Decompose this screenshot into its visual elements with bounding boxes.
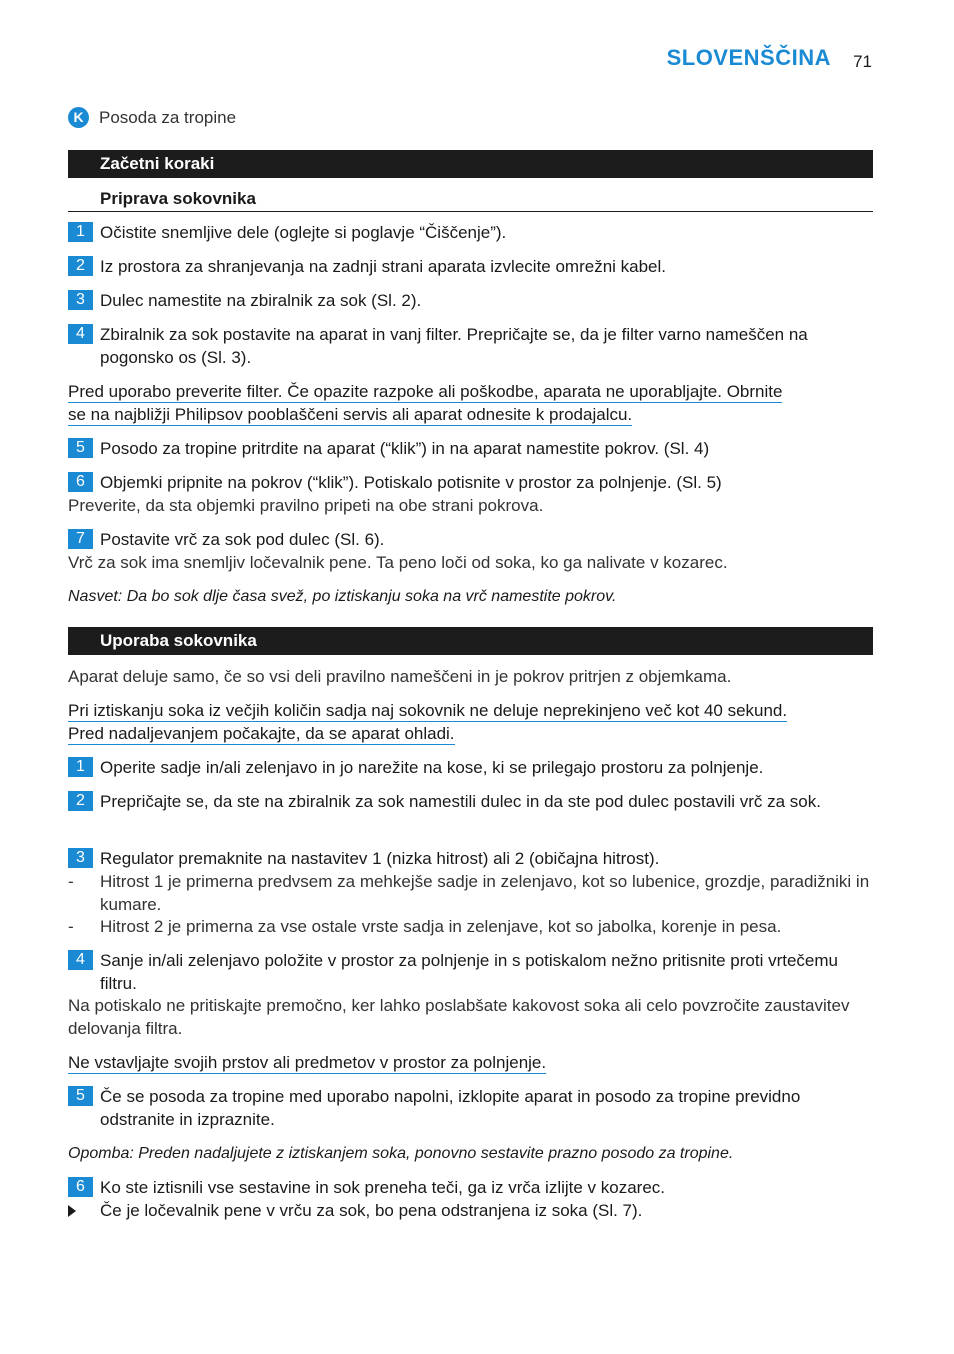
subsection-title-preparation: Priprava sokovnika [68,188,873,212]
warning-fingers: Ne vstavljajte svojih prstov ali predmetov v prostor za polnjenje. [68,1053,547,1072]
part-k-label: Posoda za tropine [99,108,237,127]
prep-step-6 [68,471,873,494]
warning-duration-line-1: Pri iztiskanju soka iz večjih količin sadja naj sokovnik ne deluje neprekinjeno več kot 40 sekund. [68,701,788,720]
part-k-icon: K [68,107,89,128]
use-step-3 [68,847,873,870]
step-number: 4 [68,950,93,970]
language-header: SLOVENŠČINA [666,45,831,70]
step-text: Očistite snemljive dele (oglejte si poglavje “Čiščenje”). [100,223,507,242]
step-number: 5 [68,438,93,458]
step-number: 2 [68,256,93,276]
use-step-1 [68,756,873,779]
use-step-6 [68,1176,873,1199]
prep-step-5 [68,437,873,460]
step-text: Zbiralnik za sok postavite na aparat in vanj filter. Prepričajte se, da je filter varno nameščen na pogonsko os (Sl. 3). [100,325,808,367]
use-step-4 [68,949,873,995]
step-7-info: Vrč za sok ima snemljiv ločevalnik pene. Ta peno loči od soka, ko ga nalivate v kozarec. [68,553,728,572]
step-text: Sanje in/ali zelenjavo položite v prostor za polnjenje in s potiskalom nežno pritisnite proti vrtečemu filtru. [100,951,838,993]
warning-filter-line-2: se na najbližji Philipsov pooblaščeni servis ali aparat odnesite k prodajalcu. [68,405,633,424]
page-number: 71 [853,52,872,71]
speed-2-item [68,915,873,938]
step-number: 1 [68,222,93,242]
section-title-using: Uporaba sokovnika [68,627,873,655]
dash-bullet: - [68,872,74,891]
step-number: 2 [68,791,93,811]
step-number: 1 [68,757,93,777]
dash-bullet: - [68,917,74,936]
step-number: 3 [68,848,93,868]
step-4-info: Na potiskalo ne pritiskajte premočno, ker lahko poslabšate kakovost soka ali celo povzročite zaustavitev delovanja filtra. [68,996,850,1038]
warning-duration-line-2: Pred nadaljevanjem počakajte, da se aparat ohladi. [68,724,455,743]
step-number: 3 [68,290,93,310]
step-text: Dulec namestite na zbiralnik za sok (Sl. 2). [100,291,422,310]
use-step-2 [68,790,873,813]
prep-step-4 [68,323,873,369]
use-step-5 [68,1085,873,1131]
step-number: 6 [68,472,93,492]
prep-step-2 [68,255,873,278]
step-number: 7 [68,529,93,549]
result-arrow-icon [68,1205,76,1217]
step-text: Operite sadje in/ali zelenjavo in jo narežite na kose, ki se prilegajo prostoru za polnjenje. [100,758,764,777]
tip-text: Nasvet: Da bo sok dlje časa svež, po iztiskanju soka na vrč namestite pokrov. [68,588,617,605]
speed-1-text: Hitrost 1 je primerna predvsem za mehkejše sadje in zelenjavo, kot so lubenice, grozdje, paradižniki in kumare. [100,872,870,914]
step-text: Regulator premaknite na nastavitev 1 (nizka hitrost) ali 2 (običajna hitrost). [100,849,660,868]
warning-filter-line-1: Pred uporabo preverite filter. Če opazite razpoke ali poškodbe, aparata ne uporabljajte. Obrnite [68,382,783,401]
prep-step-1 [68,221,873,244]
step-text: Objemki pripnite na pokrov (“klik”). Potiskalo potisnite v prostor za polnjenje. (Sl. 5) [100,473,722,492]
step-text: Ko ste iztisnili vse sestavine in sok preneha teči, ga iz vrča izlijte v kozarec. [100,1178,666,1197]
result-text: Če je ločevalnik pene v vrču za sok, bo pena odstranjena iz soka (Sl. 7). [100,1201,643,1220]
result-item [68,1199,873,1222]
speed-1-item [68,870,873,916]
using-intro: Aparat deluje samo, če so vsi deli pravilno nameščeni in je pokrov pritrjen z objemkama. [68,667,732,686]
step-text: Če se posoda za tropine med uporabo napolni, izklopite aparat in posodo za tropine previdno odstranite in izpraznite. [100,1087,801,1129]
note-text: Opomba: Preden nadaljujete z iztiskanjem soka, ponovno sestavite prazno posodo za tropine. [68,1145,734,1162]
step-text: Iz prostora za shranjevanja na zadnji strani aparata izvlecite omrežni kabel. [100,257,667,276]
part-k-row [68,106,236,129]
step-6-info: Preverite, da sta objemki pravilno pripeti na obe strani pokrova. [68,496,544,515]
section-title-getting-started: Začetni koraki [68,150,873,178]
step-number: 6 [68,1177,93,1197]
step-text: Postavite vrč za sok pod dulec (Sl. 6). [100,530,385,549]
step-text: Prepričajte se, da ste na zbiralnik za sok namestili dulec in da ste pod dulec postavili vrč za sok. [100,792,821,811]
step-number: 4 [68,324,93,344]
prep-step-3 [68,289,873,312]
prep-step-7 [68,528,873,551]
step-text: Posodo za tropine pritrdite na aparat (“klik”) in na aparat namestite pokrov. (Sl. 4) [100,439,710,458]
speed-2-text: Hitrost 2 je primerna za vse ostale vrste sadja in zelenjave, kot so jabolka, korenje in pesa. [100,917,782,936]
step-number: 5 [68,1086,93,1106]
